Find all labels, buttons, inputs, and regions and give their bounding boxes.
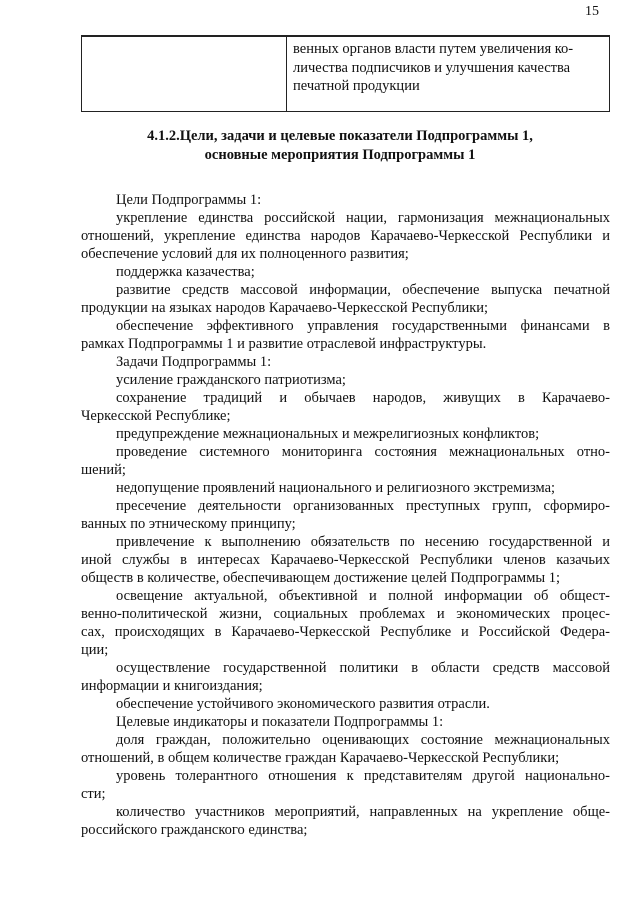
- text-line: обществ в количестве, обеспечивающем достижение целей Подпрограммы 1;: [81, 570, 561, 586]
- text-line: иной службы в интересах Карачаево-Черкесской Республики членов казачьих: [81, 552, 610, 568]
- text-line: обеспечение устойчивого экономического развития отрасли.: [116, 696, 490, 712]
- text-line: обеспечение эффективного управления государственными финансами в: [116, 318, 610, 334]
- text-line: предупреждение межнациональных и межрелигиозных конфликтов;: [116, 426, 540, 442]
- table-cell-line: личества подписчиков и улучшения качества: [293, 59, 571, 76]
- table-cell-line: печатной продукции: [293, 78, 420, 94]
- text-line: российского гражданского единства;: [81, 822, 308, 838]
- text-line: Черкесской Республике;: [81, 408, 231, 424]
- text-line: отношений, укрепление единства народов Карачаево-Черкесской Республики и: [81, 228, 610, 244]
- text-line: сах, происходящих в Карачаево-Черкесской Республике и Российской Федера-: [81, 624, 610, 640]
- text-line: количество участников мероприятий, направленных на укрепление обще-: [116, 804, 610, 820]
- text-line: ции;: [81, 642, 109, 658]
- text-line: сохранение традиций и обычаев народов, живущих в Карачаево-: [116, 390, 610, 406]
- text-line: Цели Подпрограммы 1:: [116, 192, 262, 208]
- text-line: отношений, в общем количестве граждан Карачаево-Черкесской Республики;: [81, 750, 560, 766]
- page-number: 15: [585, 4, 599, 19]
- text-line: усиление гражданского патриотизма;: [116, 372, 346, 388]
- table-cell-text: [287, 37, 609, 111]
- section-heading-line: основные мероприятия Подпрограммы 1: [204, 147, 476, 163]
- text-line: продукции на языках народов Карачаево-Черкесской Республики;: [81, 300, 489, 316]
- text-line: сти;: [81, 786, 106, 802]
- text-line: обеспечение условий для их полноценного развития;: [81, 246, 409, 262]
- text-line: Целевые индикаторы и показатели Подпрограммы 1:: [116, 714, 444, 730]
- section-heading-line: 4.1.2.Цели, задачи и целевые показатели Подпрограммы 1,: [147, 128, 533, 144]
- text-line: проведение системного мониторинга состояния межнациональных отно-: [116, 444, 610, 460]
- text-line: уровень толерантного отношения к представителям другой национально-: [116, 768, 610, 784]
- text-line: пресечение деятельности организованных преступных групп, сформиро-: [116, 498, 610, 514]
- text-line: венно-политической жизни, социальных проблемах и экономических процес-: [81, 606, 610, 622]
- table-cell-line: венных органов власти путем увеличения ко-: [293, 41, 574, 57]
- text-line: укрепление единства российской нации, гармонизация межнациональных: [116, 210, 610, 226]
- text-line: шений;: [81, 462, 126, 478]
- table-fragment: [81, 35, 610, 112]
- text-line: рамках Подпрограммы 1 и развитие отраслевой инфраструктуры.: [81, 336, 487, 352]
- text-line: осуществление государственной политики в области средств массовой: [116, 660, 610, 676]
- text-line: доля граждан, положительно оценивающих состояние межнациональных: [116, 732, 610, 748]
- text-line: недопущение проявлений национального и религиозного экстремизма;: [116, 480, 556, 496]
- text-line: привлечение к выполнению обязательств по несению государственной и: [116, 534, 610, 550]
- text-line: ванных по этническому принципу;: [81, 516, 296, 532]
- text-line: поддержка казачества;: [116, 264, 255, 280]
- text-line: информации и книгоиздания;: [81, 678, 263, 694]
- text-line: развитие средств массовой информации, обеспечение выпуска печатной: [116, 282, 610, 298]
- table-cell-empty: [82, 37, 287, 111]
- text-line: Задачи Подпрограммы 1:: [116, 354, 272, 370]
- text-line: освещение актуальной, объективной и полной информации об общест-: [116, 588, 610, 604]
- section-heading: [0, 127, 640, 165]
